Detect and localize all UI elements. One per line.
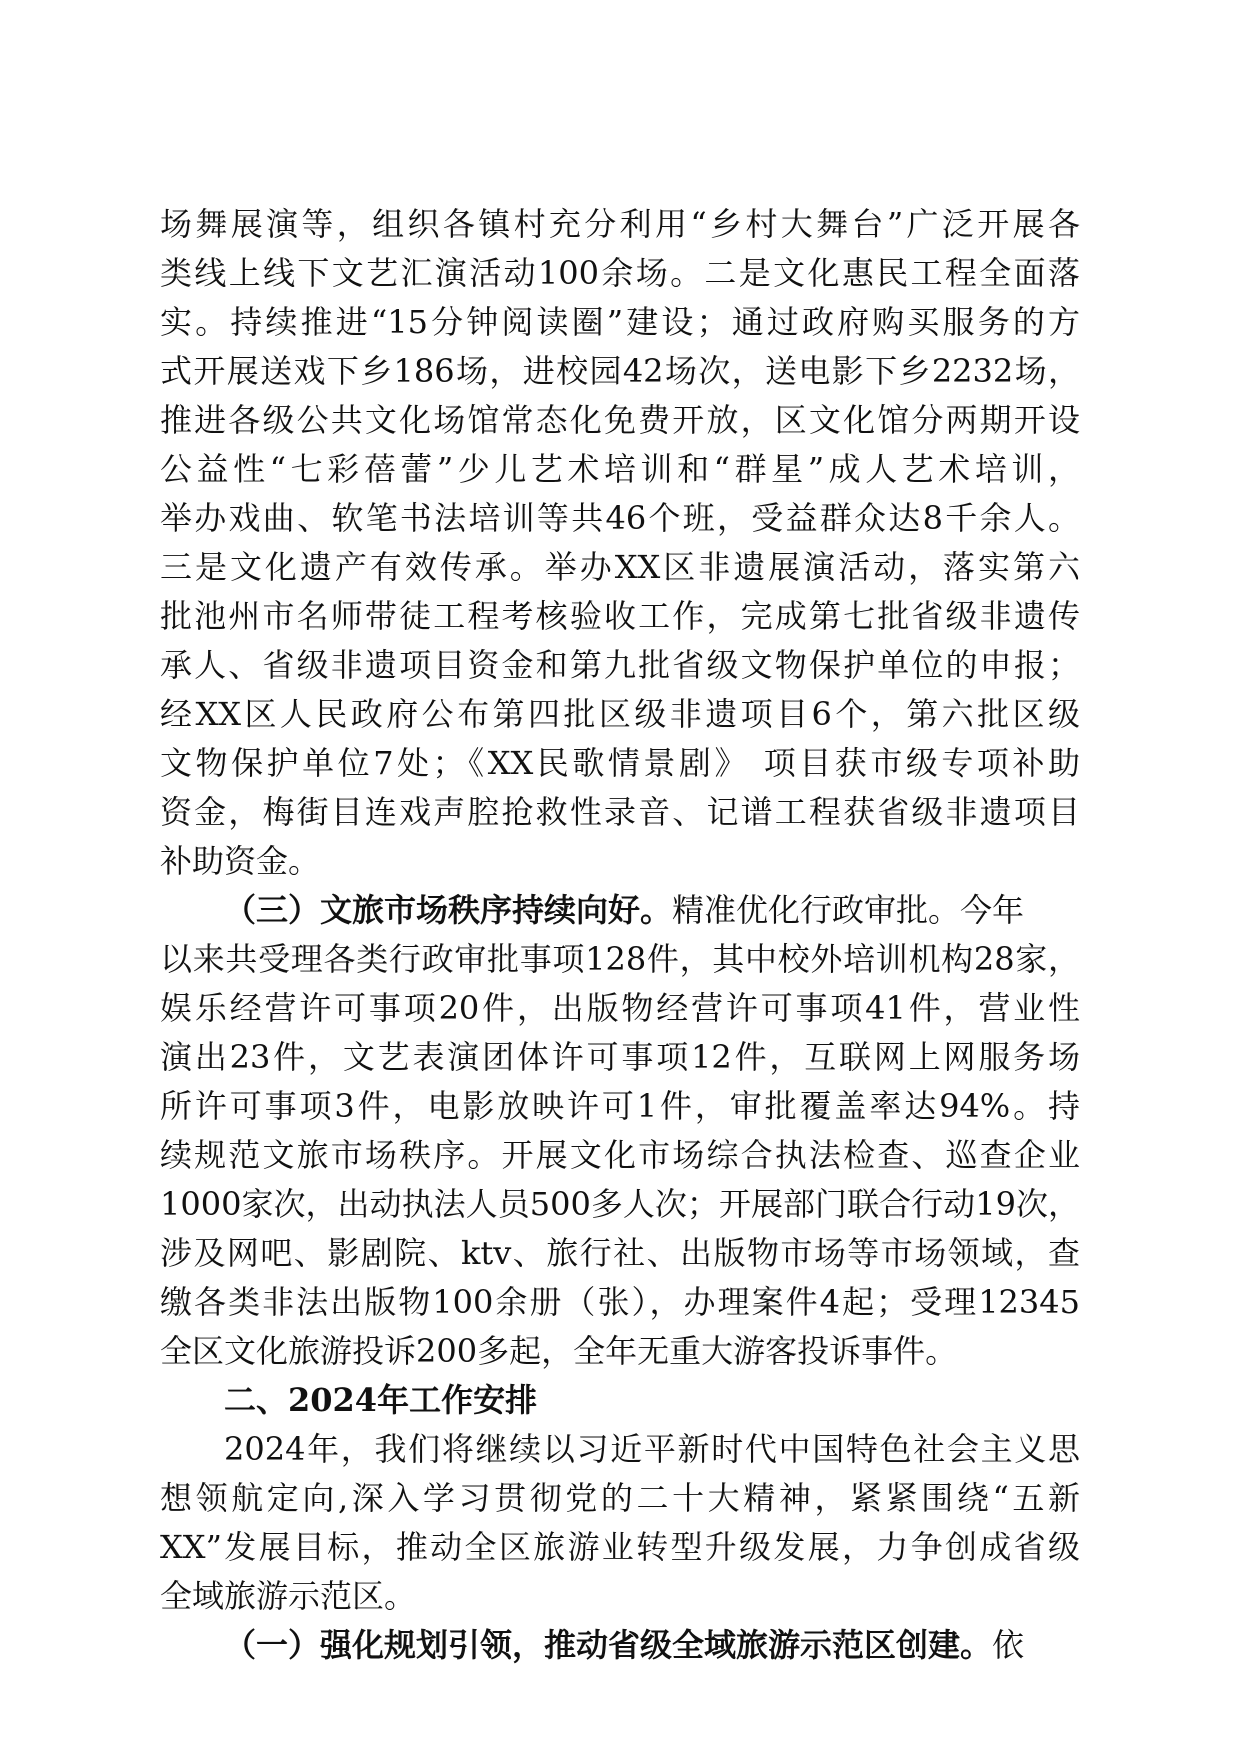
text-line: 全域旅游示范区。: [160, 1577, 417, 1615]
subsection-1-heading-rest: 依: [992, 1626, 1025, 1664]
text-line: 娱乐经营许可事项20件，出版物经营许可事项41件，营业性: [160, 989, 1080, 1027]
part-2-heading: 二、2024年工作安排: [224, 1381, 538, 1419]
text-line: 式开展送戏下乡186场，进校园42场次，送电影下乡2232场，: [160, 352, 1080, 390]
text-line: 缴各类非法出版物100余册（张），办理案件4起；受理12345: [160, 1283, 1080, 1321]
text-line: 公益性“七彩蓓蕾”少儿艺术培训和“群星”成人艺术培训，: [160, 450, 1080, 488]
section-3-heading-line: [160, 886, 1080, 935]
subsection-1-heading: （一）强化规划引领，推动省级全域旅游示范区创建。: [224, 1626, 993, 1664]
text-line: 承人、省级非遗项目资金和第九批省级文物保护单位的申报；: [160, 646, 1080, 684]
text-line: 演出23件，文艺表演团体许可事项12件，互联网上网服务场: [160, 1038, 1080, 1076]
text-line: 资金，梅街目连戏声腔抢救性录音、记谱工程获省级非遗项目: [160, 793, 1080, 831]
text-line: 补助资金。: [160, 842, 321, 880]
text-line: 想领航定向,深入学习贯彻党的二十大精神，紧紧围绕“五新: [160, 1479, 1080, 1517]
text-line: XX”发展目标，推动全区旅游业转型升级发展，力争创成省级: [160, 1528, 1080, 1566]
section-3-heading-rest: 精准优化行政审批。今年: [672, 891, 1025, 929]
document-body: [160, 200, 1080, 1670]
section-3-heading: （三）文旅市场秩序持续向好。: [224, 891, 673, 929]
text-line: 场舞展演等，组织各镇村充分利用“乡村大舞台”广泛开展各: [160, 205, 1080, 243]
text-line: 批池州市名师带徒工程考核验收工作，完成第七批省级非遗传: [160, 597, 1080, 635]
text-line: 实。持续推进“15分钟阅读圈”建设；通过政府购买服务的方: [160, 303, 1080, 341]
text-line: 举办戏曲、软笔书法培训等共46个班，受益群众达8千余人。: [160, 499, 1080, 537]
text-line: 涉及网吧、影剧院、ktv、旅行社、出版物市场等市场领域，查: [160, 1234, 1080, 1272]
text-line: 全区文化旅游投诉200多起，全年无重大游客投诉事件。: [160, 1332, 958, 1370]
text-line: 2024年，我们将继续以习近平新时代中国特色社会主义思: [224, 1430, 1080, 1468]
text-line: 1000家次，出动执法人员500多人次；开展部门联合行动19次，: [160, 1185, 1080, 1223]
text-line: 经XX区人民政府公布第四批区级非遗项目6个，第六批区级: [160, 695, 1080, 733]
text-line: 类线上线下文艺汇演活动100余场。二是文化惠民工程全面落: [160, 254, 1080, 292]
text-line: 推进各级公共文化场馆常态化免费开放，区文化馆分两期开设: [160, 401, 1080, 439]
subsection-1-heading-line: [160, 1621, 1080, 1670]
text-line: 以来共受理各类行政审批事项128件，其中校外培训机构28家，: [160, 940, 1080, 978]
text-line: 三是文化遗产有效传承。举办XX区非遗展演活动，落实第六: [160, 548, 1080, 586]
text-line: 文物保护单位7处；《XX民歌情景剧》 项目获市级专项补助: [160, 744, 1080, 782]
text-line: 续规范文旅市场秩序。开展文化市场综合执法检查、巡查企业: [160, 1136, 1080, 1174]
text-line: 所许可事项3件，电影放映许可1件，审批覆盖率达94%。持: [160, 1087, 1080, 1125]
